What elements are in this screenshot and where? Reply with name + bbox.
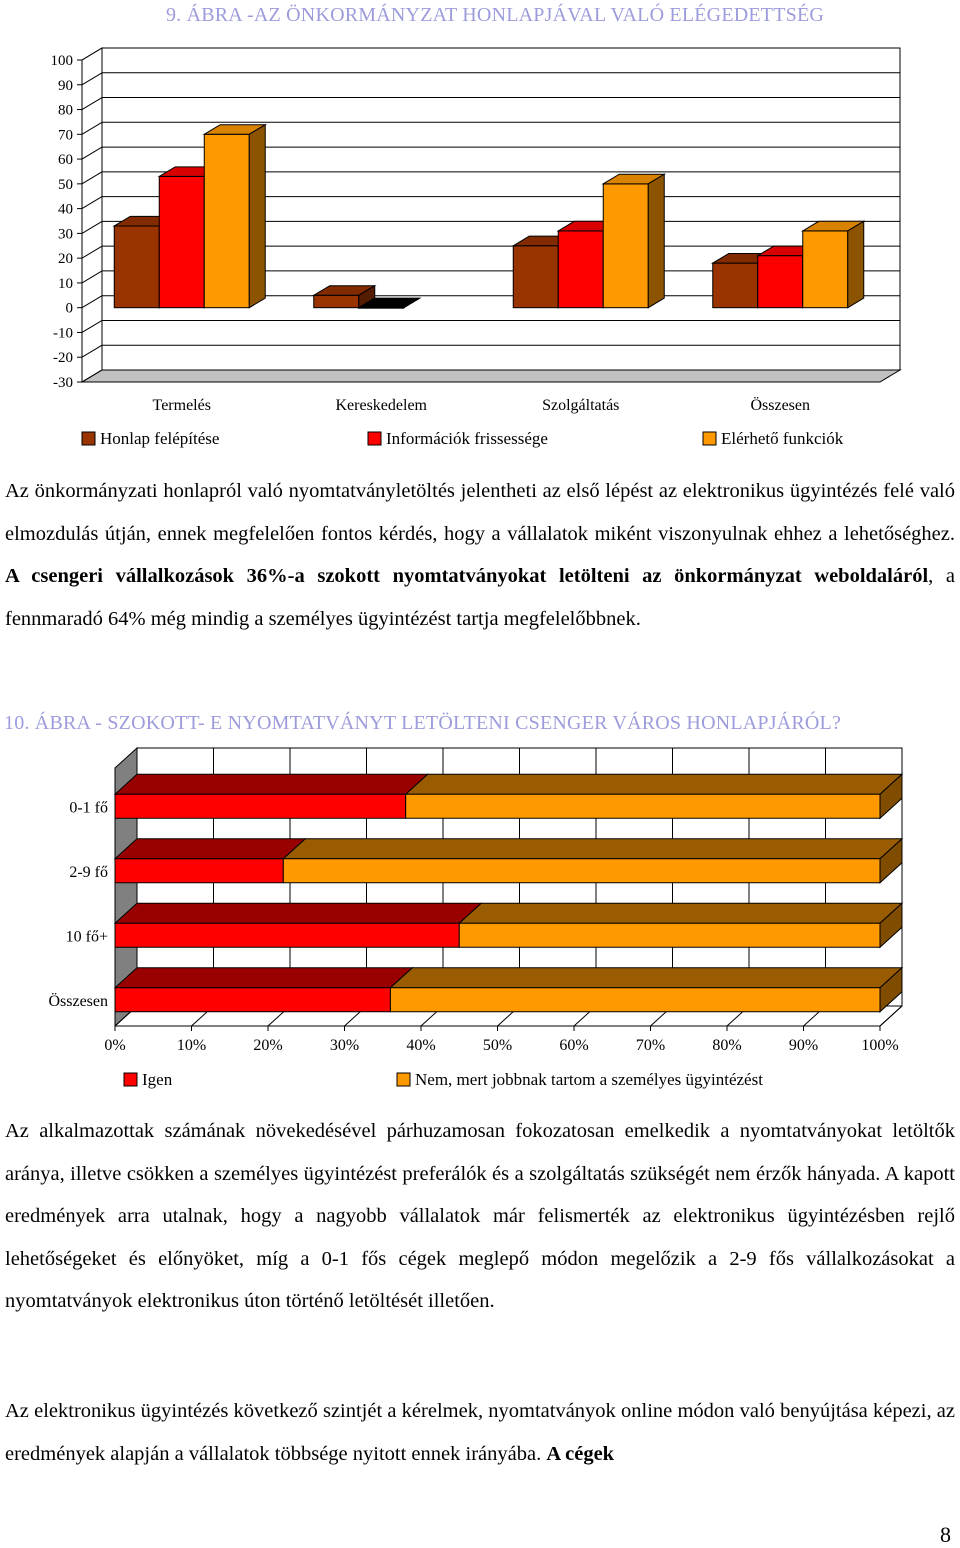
- chart2-legend-label-nem-mert-jobbnak-tartom-a-szemelyes-ugyintezest: Nem, mert jobbnak tartom a személyes ügyintézést: [415, 1070, 763, 1089]
- chart2-bar-front: [115, 923, 459, 947]
- chart2-bar-10-fo-igen: [115, 903, 481, 947]
- paragraph-1-text: Az önkormányzati honlapról való nyomtatványletöltés jelentheti az első lépést az elektronikus ügyintézés felé való elmozdulás útján, ennek megfelelően fontos kérdés, hogy a vállalatok miként viszonyulnak ehhez a lehetőséghez.: [5, 480, 955, 545]
- paragraph-3-text: Az elektronikus ügyintézés következő szintjét a kérelmek, nyomtatványok online módon való benyújtása képezi, az eredmények alapján a vállalatok többsége nyitott ennek irányába.: [5, 1400, 955, 1465]
- chart1-legend-swatch-elerheto-funkciok: [703, 432, 716, 445]
- chart2-x-tick-label: 10%: [176, 1037, 207, 1054]
- chart1-bar-side: [249, 125, 265, 308]
- paragraph-1-tail: , a fennmaradó 64% még mindig a személyes ügyintézést tartja megfelelőbbnek.: [5, 565, 955, 630]
- chart1-y-tick-label: -20: [53, 350, 73, 367]
- chart2-bar-front: [283, 859, 880, 883]
- chart1-y-tick-label: 90: [58, 77, 73, 94]
- chart1-x-label: Kereskedelem: [335, 397, 428, 414]
- chart1-y-tick-label: -10: [53, 325, 73, 342]
- chart2-bar-osszesen-nem-mert-jobbnak-tartom-a-szemelyes-ugyintezest: [390, 968, 902, 1012]
- chart1-y-tick-label: 50: [58, 176, 73, 193]
- chart2-legend-label-igen: Igen: [142, 1070, 173, 1089]
- chart2-x-tick-label: 90%: [788, 1037, 819, 1054]
- chart2-bar-10-fo-nem-mert-jobbnak-tartom-a-szemelyes-ugyintezest: [459, 903, 902, 947]
- chart2-bar-top: [115, 903, 481, 923]
- chart1-bar-front: [713, 263, 758, 308]
- chart1-y-tick-label: 40: [58, 201, 73, 218]
- chart2-x-tick-label: 50%: [482, 1037, 513, 1054]
- chart2-bar-2-9-fo-nem-mert-jobbnak-tartom-a-szemelyes-ugyintezest: [283, 839, 902, 883]
- chart2-x-tick-label: 30%: [329, 1037, 360, 1054]
- chart1-y-tick-label: 60: [58, 152, 73, 169]
- chart1-y-tick-label: -30: [53, 375, 73, 391]
- chart2-legend: [124, 1070, 763, 1089]
- chart2-caption: 10. ÁBRA - SZOKOTT- E NYOMTATVÁNYT LETÖLTENI CSENGER VÁROS HONLAPJÁRÓL?: [4, 712, 842, 734]
- chart2-x-tick-label: 100%: [861, 1037, 899, 1054]
- chart1-bar-front: [758, 256, 803, 308]
- chart2-bar-top: [115, 774, 428, 794]
- chart2-bar-front: [115, 988, 390, 1012]
- chart1-bar-front: [204, 134, 249, 307]
- chart2-x-tick-label: 70%: [635, 1037, 666, 1054]
- chart2-bar-front: [115, 794, 406, 818]
- chart1-bar-front: [513, 246, 558, 308]
- chart1-y-ticks: [51, 53, 83, 391]
- chart1-y-tick-label: 30: [58, 226, 73, 243]
- chart2-y-label: 10 fő+: [65, 928, 108, 946]
- chart2-y-labels: [48, 799, 108, 1010]
- paragraph-2: Az alkalmazottak számának növekedésével párhuzamosan fokozatosan emelkedik a nyomtatványokat letöltők aránya, illetve csökken a személyes ügyintézést preferálók és a szolgáltatás szükségét nem érzők hányada. A kapott eredmények arra utalnak, hogy a nagyobb vállalatok már felismerték az elektronikus ügyintézésben rejlő lehetőségeket és előnyöket, míg a 0-1 fős cégek meglepő módon megelőzik a 2-9 fős vállalkozásokat a nyomtatványok elektronikus úton történő letöltését illetően.: [5, 1120, 955, 1312]
- chart2-bar-0-1-fo-nem-mert-jobbnak-tartom-a-szemelyes-ugyintezest: [406, 774, 902, 818]
- chart2-bar-top: [459, 903, 902, 923]
- chart1-bar-front: [558, 231, 603, 308]
- chart1-caption: 9. ÁBRA -AZ ÖNKORMÁNYZAT HONLAPJÁVAL VALÓ ELÉGEDETTSÉG: [165, 4, 825, 26]
- chart1-y-tick-label: 10: [58, 275, 73, 292]
- chart2-x-ticks: [104, 1026, 898, 1054]
- chart2-bar-top: [390, 968, 902, 988]
- chart2-x-tick-label: 80%: [712, 1037, 742, 1054]
- chart1-legend-label-informaciok-frissessege: Információk frissessége: [386, 429, 548, 448]
- chart2-bar-top: [115, 968, 412, 988]
- chart2-legend-swatch-igen: [124, 1073, 137, 1086]
- chart1-legend-label-honlap-felepitese: Honlap felépítése: [100, 429, 220, 448]
- chart2-y-label: 2-9 fő: [69, 863, 108, 881]
- chart2-bar-front: [115, 859, 283, 883]
- chart1-bar-front: [314, 295, 359, 307]
- paragraph-1: [5, 470, 955, 640]
- chart2-bar-top: [406, 774, 902, 794]
- chart1-bar-szolgaltatas-elerheto-funkciok: [603, 174, 664, 307]
- chart1-y-tick-label: 70: [58, 127, 73, 144]
- chart1-bar-front: [114, 226, 159, 308]
- chart1-bar-osszesen-elerheto-funkciok: [803, 221, 864, 307]
- page-number: 8: [940, 1522, 951, 1547]
- chart2-x-tick-label: 20%: [253, 1037, 283, 1054]
- paragraph-1-bold: A csengeri vállalkozások 36%-a szokott nyomtatványokat letölteni az önkormányzat weboldaláról: [5, 565, 929, 587]
- chart2-bar-2-9-fo-igen: [115, 839, 305, 883]
- paragraph-3: [5, 1390, 955, 1475]
- chart1-legend-label-elerheto-funkciok: Elérhető funkciók: [721, 429, 844, 448]
- chart1-bar-front: [603, 184, 648, 308]
- chart1-y-tick-label: 80: [58, 102, 73, 119]
- chart1-legend-swatch-honlap-felepitese: [82, 432, 95, 445]
- chart1-bar-front: [803, 231, 848, 308]
- chart2-bar-osszesen-igen: [115, 968, 412, 1012]
- chart1-bar-side: [848, 221, 864, 307]
- chart1-y-tick-label: 0: [65, 300, 73, 317]
- chart1-y-tick-label: 20: [58, 251, 73, 268]
- chart1-bar-termeles-elerheto-funkciok: [204, 125, 265, 308]
- chart2-bar-front: [390, 988, 880, 1012]
- chart1-x-label: Termelés: [152, 397, 211, 414]
- chart2-bar-front: [459, 923, 880, 947]
- chart2-bar-top: [115, 839, 305, 859]
- chart1-side-wall: [82, 48, 102, 382]
- paragraph-3-bold: A cégek: [546, 1442, 615, 1465]
- chart2-x-tick-label: 60%: [559, 1037, 589, 1054]
- chart1-floor: [82, 370, 900, 382]
- chart1-x-label: Szolgáltatás: [542, 397, 620, 414]
- chart2-bar-0-1-fo-igen: [115, 774, 428, 818]
- chart2: [0, 742, 960, 1102]
- chart2-y-label: 0-1 fő: [69, 799, 108, 817]
- chart2-y-label: Összesen: [48, 992, 108, 1010]
- chart2-legend-swatch-nem-mert-jobbnak-tartom-a-szemelyes-ugyintezest: [397, 1073, 410, 1086]
- chart1-bar-side: [648, 174, 664, 307]
- chart1-legend-swatch-informaciok-frissessege: [368, 432, 381, 445]
- chart2-x-tick-label: 0%: [104, 1037, 126, 1054]
- chart1: [0, 40, 960, 500]
- chart1-x-labels: [153, 396, 810, 414]
- chart2-x-tick-label: 40%: [406, 1037, 436, 1054]
- chart1-y-tick-label: 100: [50, 53, 73, 69]
- chart1-legend: [82, 429, 844, 448]
- chart2-bar-front: [406, 794, 880, 818]
- chart1-x-label: Összesen: [750, 397, 811, 414]
- chart1-bar-front: [159, 176, 204, 307]
- chart2-bar-top: [283, 839, 902, 859]
